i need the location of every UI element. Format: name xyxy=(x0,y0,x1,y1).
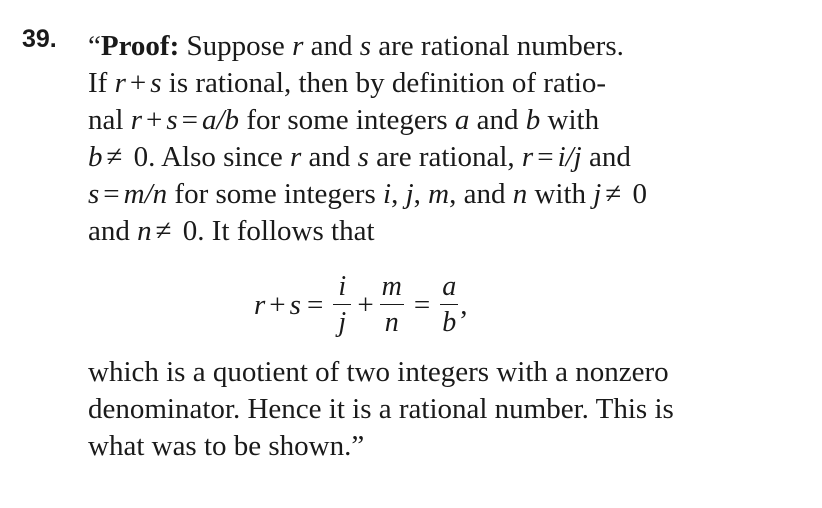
variable-s: s xyxy=(166,104,178,136)
plus-operator: + xyxy=(357,288,374,321)
variable-r: r xyxy=(130,104,142,136)
text-segment: and xyxy=(303,30,360,62)
equals-operator: = xyxy=(413,288,431,321)
proof-line-1 xyxy=(88,32,624,61)
variable-r: r xyxy=(292,30,304,62)
fraction-a-over-b xyxy=(440,273,458,337)
variable-s: s xyxy=(359,30,372,62)
text-segment: with xyxy=(527,178,594,210)
plus-operator: + xyxy=(269,288,286,321)
fraction-numerator: a xyxy=(442,271,457,302)
fraction-m-over-n xyxy=(380,273,404,337)
equals-operator: = xyxy=(181,104,198,136)
proof-line-3 xyxy=(88,106,599,135)
proof-label: Proof: xyxy=(100,30,180,62)
variable-s: s xyxy=(289,288,301,321)
closing-line-3: what was to be shown.” xyxy=(88,430,365,462)
text-segment: for some integers xyxy=(167,178,383,210)
variable-j: j xyxy=(405,178,414,210)
fraction-i-over-j xyxy=(333,273,351,337)
text-segment: 0 xyxy=(625,178,647,210)
variable-j: j xyxy=(593,178,602,210)
not-equal-operator: ≠ xyxy=(155,215,172,247)
variable-i: i xyxy=(383,178,392,210)
plus-operator: + xyxy=(145,104,163,136)
variable-b: b xyxy=(88,141,103,173)
problem-number: 39. xyxy=(22,25,57,53)
comma: , xyxy=(460,288,468,321)
proof-line-4 xyxy=(88,143,631,172)
open-quote: “ xyxy=(88,30,101,62)
fraction-denominator: j xyxy=(338,307,347,338)
fraction-denominator: b xyxy=(442,307,457,338)
text-segment: and xyxy=(581,141,631,173)
variable-b: b xyxy=(525,104,541,136)
closing-line-2: denominator. Hence it is a rational number. This is xyxy=(88,393,674,425)
proof-line-5 xyxy=(88,180,647,209)
variable-m: m xyxy=(428,178,450,210)
display-equation xyxy=(254,270,468,340)
variable-s: s xyxy=(357,141,369,173)
fraction-m-over-n: m/n xyxy=(123,178,168,210)
fraction-numerator: m xyxy=(381,271,402,302)
text-segment: with xyxy=(540,104,600,136)
closing-line-1: which is a quotient of two integers with a nonzero xyxy=(88,356,669,388)
variable-s: s xyxy=(150,67,162,99)
text-segment: and xyxy=(301,141,358,173)
variable-r: r xyxy=(521,141,534,173)
not-equal-operator: ≠ xyxy=(106,141,123,173)
equals-operator: = xyxy=(306,288,324,321)
fraction-numerator: i xyxy=(338,271,347,302)
variable-s: s xyxy=(88,178,100,210)
text-segment: and xyxy=(469,104,526,136)
text-segment: If xyxy=(88,67,115,99)
text-segment: is rational, then by definition of ratio- xyxy=(161,67,607,99)
variable-r: r xyxy=(114,67,126,99)
text-segment: are rational, xyxy=(368,141,522,173)
equals-operator: = xyxy=(537,141,554,173)
text-segment: , xyxy=(413,178,429,210)
proof-line-2 xyxy=(88,69,606,98)
variable-r: r xyxy=(254,288,266,321)
variable-a: a xyxy=(454,104,470,136)
equals-operator: = xyxy=(103,178,120,210)
text-segment: for some integers xyxy=(239,104,455,136)
not-equal-operator: ≠ xyxy=(605,178,622,210)
fraction-i-over-j: i/j xyxy=(557,141,582,173)
plus-operator: + xyxy=(129,67,147,99)
text-segment: 0. Also since xyxy=(126,141,290,173)
variable-n: n xyxy=(512,178,528,210)
text-segment: , and xyxy=(449,178,513,210)
fraction-a-over-b: a/b xyxy=(202,104,240,136)
variable-n: n xyxy=(137,215,152,247)
text-segment: Suppose xyxy=(179,30,293,62)
text-segment: nal xyxy=(88,104,131,136)
text-segment: are rational numbers. xyxy=(371,30,624,62)
variable-r: r xyxy=(289,141,302,173)
text-segment: , xyxy=(391,178,406,210)
fraction-denominator: n xyxy=(384,307,399,338)
text-segment: and xyxy=(88,215,138,247)
proof-line-6 xyxy=(88,217,375,246)
text-segment: 0. It follows that xyxy=(175,215,375,247)
